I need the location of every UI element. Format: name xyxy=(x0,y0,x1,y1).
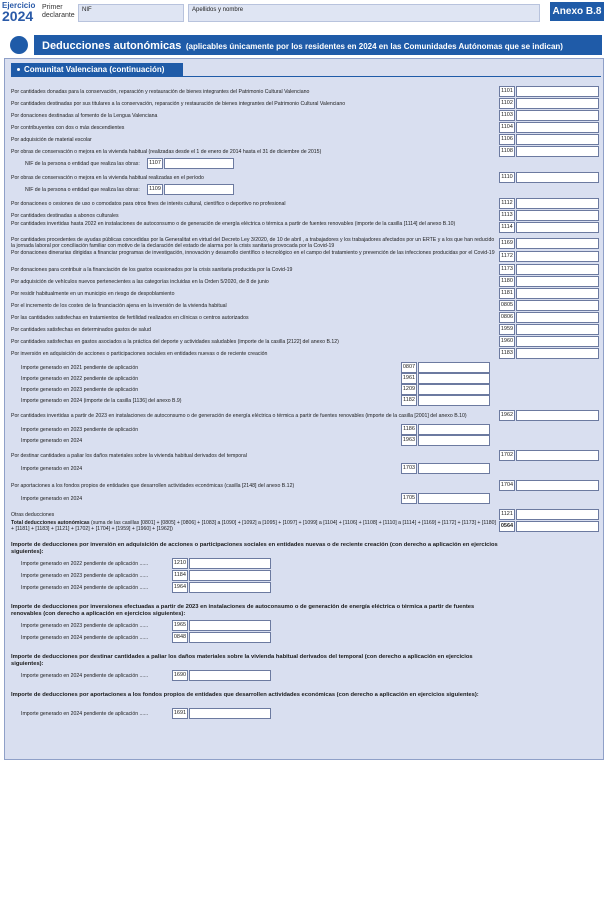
deduccion-input[interactable] xyxy=(516,348,599,359)
deduccion-input[interactable] xyxy=(516,122,599,133)
inversion-sub-row-text: Importe generado en 2022 pendiente de aplicación xyxy=(21,376,139,382)
lower-item-code: 1965 xyxy=(172,620,188,631)
nif-obras-row xyxy=(25,187,155,194)
autoconsumo-sub-row xyxy=(21,427,391,434)
fondos-code: 1704 xyxy=(499,480,515,491)
ejercicio-year: 2024 xyxy=(2,8,34,24)
deduccion-code: 1181 xyxy=(499,288,515,299)
deduccion-row-text: Por obras de conservación o mejora en la vivienda habitual (realizadas desde el 1 de enero de 2014 hasta el 31 de diciembre de 2015) xyxy=(11,149,322,155)
lower-item-input[interactable] xyxy=(189,708,271,719)
bullet-icon xyxy=(17,68,20,71)
nif-field[interactable] xyxy=(78,4,184,22)
deduccion-input[interactable] xyxy=(516,276,599,287)
lower-item-input[interactable] xyxy=(189,570,271,581)
deduccion-code: 0805 xyxy=(499,300,515,311)
page-subtitle: (aplicables únicamente por los residentes en 2024 en las Comunidades Autónomas que se indican) xyxy=(185,42,563,51)
apellidos-field[interactable] xyxy=(188,4,540,22)
deduccion-row-text: Por donaciones para contribuir a la financiación de los gastos ocasionados por la crisis sanitaria producida por la Covid-19 xyxy=(11,267,293,273)
deduccion-row xyxy=(11,213,497,220)
deduccion-row xyxy=(11,137,497,144)
deduccion-row-text: Por cantidades donadas para la conservación, reparación y restauración de bienes integrantes del Patrimonio Cultural Valenciano xyxy=(11,89,310,95)
section-label: Comunitat Valenciana (continuación) xyxy=(24,65,165,74)
deduccion-row xyxy=(11,250,497,262)
inversion-sub-input[interactable] xyxy=(418,384,490,395)
lower-item-row: Importe generado en 2023 pendiente de aplicación ...... xyxy=(21,573,149,579)
autoconsumo-sub-code: 1963 xyxy=(401,435,417,446)
fondos-row-text: Por aportaciones a los fondos propios de entidades que desarrollen actividades económicas (casilla [2148] del anexo B.12) xyxy=(11,483,295,489)
otras-row xyxy=(11,512,497,519)
lower-section-title: Importe de deducciones por aportaciones a los fondos propios de entidades que desarrollen actividades económicas (con derecho a aplicación en ejercicios siguientes): xyxy=(11,692,479,698)
title-bar xyxy=(34,35,602,55)
deduccion-row-text: Por contribuyentes con dos o más descendientes xyxy=(11,125,125,131)
deduccion-row-text: Por cantidades invertidas hasta 2022 en instalaciones de autoconsumo o de generación de energía eléctrica o térmica a partir de fuentes renovables (importe de la casilla [1114] del anexo B.10) xyxy=(11,221,456,227)
nif-obras-input[interactable] xyxy=(164,184,234,195)
deduccion-input[interactable] xyxy=(516,238,599,249)
deduccion-row xyxy=(11,113,497,120)
autoconsumo-sub-code: 1186 xyxy=(401,424,417,435)
deduccion-code: 1113 xyxy=(499,210,515,221)
otras-input[interactable] xyxy=(516,509,599,520)
danos-sub-input[interactable] xyxy=(418,463,490,474)
deduccion-row xyxy=(11,101,497,108)
lower-item-code: 1210 xyxy=(172,558,188,569)
deduccion-input[interactable] xyxy=(516,86,599,97)
nif-obras-row-text: NIF de la persona o entidad que realiza las obras: xyxy=(25,161,140,167)
lower-item-input[interactable] xyxy=(189,582,271,593)
otras-row-text: Otras deducciones xyxy=(11,512,55,518)
deduccion-code: 1101 xyxy=(499,86,515,97)
otras-code: 1121 xyxy=(499,509,515,520)
autoconsumo-sub-row-text: Importe generado en 2024 xyxy=(21,438,83,444)
lower-section-title: Importe de deducciones por destinar cantidades a paliar los daños materiales sobre la vivienda habitual derivados del temporal (con derecho a aplicación en ejercicios siguientes): xyxy=(11,654,473,667)
deduccion-row xyxy=(11,339,497,346)
lower-item-input[interactable] xyxy=(189,620,271,631)
autoconsumo-sub-input[interactable] xyxy=(418,424,490,435)
inversion-sub-code: 1182 xyxy=(401,395,417,406)
deduccion-code: 1959 xyxy=(499,324,515,335)
lower-item-row: Importe generado en 2024 pendiente de aplicación ...... xyxy=(21,585,149,591)
deduccion-row-text: Por donaciones destinadas al fomento de la Lengua Valenciana xyxy=(11,113,158,119)
deduccion-input[interactable] xyxy=(516,324,599,335)
total-label: Total deducciones autonómicas xyxy=(11,520,90,526)
anexo-badge: Anexo B.8 xyxy=(550,2,604,21)
fondos-input[interactable] xyxy=(516,480,599,491)
deduccion-row-text: Por cantidades procedentes de ayudas públicas concedidas por la Generalitat en virtud del Decreto Ley 3/2020, de 10 de abril , a trabajadores y los trabajadores afectados por un ERTE y a los que han reducido la jornada laboral por conciliación familiar con motivo de la declaración del estado de alarma por la crisis sanitaria provocada por la Covid-19 xyxy=(11,237,495,249)
section-divider xyxy=(11,76,601,77)
deduccion-row xyxy=(11,221,497,233)
lower-item-row: Importe generado en 2022 pendiente de aplicación ...... xyxy=(21,561,149,567)
deduccion-row-text: Por cantidades destinadas por sus titulares a la conservación, reparación y restauración de bienes integrantes del Patrimonio Cultural Valenciano xyxy=(11,101,346,107)
inversion-sub-code: 0807 xyxy=(401,362,417,373)
deduccion-code: 0806 xyxy=(499,312,515,323)
deduccion-row xyxy=(11,149,497,156)
fondos-sub-input[interactable] xyxy=(418,493,490,504)
deduccion-code: 1103 xyxy=(499,110,515,121)
deduccion-row xyxy=(11,175,497,182)
deduccion-code: 1183 xyxy=(499,348,515,359)
deduccion-row xyxy=(11,125,497,132)
danos-row xyxy=(11,453,497,460)
ejercicio-label: Ejercicio xyxy=(2,1,36,10)
deduccion-input[interactable] xyxy=(516,172,599,183)
deduccion-input[interactable] xyxy=(516,222,599,233)
deducciones-panel xyxy=(4,58,604,760)
deduccion-row xyxy=(11,237,497,249)
deduccion-code: 1960 xyxy=(499,336,515,347)
deduccion-row-text: Por inversión en adquisición de acciones o participaciones sociales en entidades nuevas o de reciente creación xyxy=(11,351,268,357)
deduccion-row xyxy=(11,201,497,208)
deduccion-input[interactable] xyxy=(516,300,599,311)
deduccion-code: 1169 xyxy=(499,238,515,249)
deduccion-code: 1106 xyxy=(499,134,515,145)
autoconsumo-row xyxy=(11,413,497,420)
fondos-row xyxy=(11,483,497,490)
deduccion-input[interactable] xyxy=(516,288,599,299)
deduccion-input[interactable] xyxy=(516,210,599,221)
deduccion-input[interactable] xyxy=(516,146,599,157)
lower-section-title: Importe de deducciones por inversión en adquisición de acciones o participaciones sociales en entidades nuevas o de reciente creación (con derecho a aplicación en ejercicios siguientes): xyxy=(11,542,498,555)
lower-item-input[interactable] xyxy=(189,558,271,569)
total-code: 0564 xyxy=(499,521,515,532)
deduccion-code: 1114 xyxy=(499,222,515,233)
deduccion-row-text: Por donaciones dinerarias dirigidas a financiar programas de investigación, innovación y desarrollo científico o tecnológico en el campo del tratamiento y prevención de las infecciones producidas por el Covid-19 xyxy=(11,250,495,256)
inversion-sub-row-text: Importe generado en 2023 pendiente de aplicación xyxy=(21,387,139,393)
nif-obras-input[interactable] xyxy=(164,158,234,169)
danos-sub-row-text: Importe generado en 2024 xyxy=(21,466,83,472)
deduccion-row xyxy=(11,327,497,334)
deduccion-input[interactable] xyxy=(516,251,599,262)
inversion-sub-input[interactable] xyxy=(418,395,490,406)
deduccion-row-text: Por adquisición de material escolar xyxy=(11,137,92,143)
deduccion-row xyxy=(11,267,497,274)
deduccion-row-text: Por donaciones o cesiones de uso o comodatos para otros fines de interés cultural, científico o deportivo no profesional xyxy=(11,201,286,207)
apellidos-label: Apellidos y nombre xyxy=(192,7,244,13)
deduccion-input[interactable] xyxy=(516,198,599,209)
lower-item-row: Importe generado en 2024 pendiente de aplicación ...... xyxy=(21,635,149,641)
deduccion-row-text: Por cantidades satisfechas en gastos asociados a la práctica del deporte y actividades saludables (importe de la casilla [2122] del anexo B.12) xyxy=(11,339,339,345)
autoconsumo-code: 1962 xyxy=(499,410,515,421)
danos-sub-row xyxy=(21,466,391,473)
fondos-sub-row xyxy=(21,496,391,503)
deduccion-code: 1112 xyxy=(499,198,515,209)
deduccion-input[interactable] xyxy=(516,312,599,323)
deduccion-code: 1172 xyxy=(499,251,515,262)
nif-obras-code: 1107 xyxy=(147,158,163,169)
fondos-sub-code: 1705 xyxy=(401,493,417,504)
inversion-sub-code: 1961 xyxy=(401,373,417,384)
total-row xyxy=(11,520,497,534)
deduccion-input[interactable] xyxy=(516,98,599,109)
nif-obras-row-text: NIF de la persona o entidad que realiza las obras: xyxy=(25,187,140,193)
autoconsumo-sub-input[interactable] xyxy=(418,435,490,446)
deduccion-row-text: Por residir habitualmente en un municipio en riesgo de despoblamiento xyxy=(11,291,175,297)
deduccion-row xyxy=(11,279,497,286)
danos-row-text: Por destinar cantidades a paliar los daños materiales sobre la vivienda habitual derivados del temporal xyxy=(11,453,247,459)
autoconsumo-sub-row-text: Importe generado en 2023 pendiente de aplicación xyxy=(21,427,139,433)
fondos-sub-row-text: Importe generado en 2024 xyxy=(21,496,83,502)
deduccion-row xyxy=(11,291,497,298)
deduccion-code: 1180 xyxy=(499,276,515,287)
nif-obras-row xyxy=(25,161,155,168)
page-title: Deducciones autonómicas xyxy=(42,40,182,52)
deduccion-row-text: Por adquisición de vehículos nuevos pertenecientes a las categorías incluidas en la Orden 5/2020, de 8 de junio xyxy=(11,279,269,285)
lower-item-row: Importe generado en 2024 pendiente de aplicación ...... xyxy=(21,711,149,717)
nif-label: NIF xyxy=(82,7,92,13)
deduccion-row-text: Por obras de conservación o mejora en la vivienda habitual realizadas en el período xyxy=(11,175,204,181)
autoconsumo-input[interactable] xyxy=(516,410,599,421)
inversion-sub-code: 1209 xyxy=(401,384,417,395)
deduccion-input[interactable] xyxy=(516,110,599,121)
lower-item-code: 1184 xyxy=(172,570,188,581)
inversion-sub-row-text: Importe generado en 2024 (importe de la casilla [1136] del anexo B.9) xyxy=(21,398,182,404)
autoconsumo-sub-row xyxy=(21,438,391,445)
lower-item-code: 1690 xyxy=(172,670,188,681)
inversion-sub-input[interactable] xyxy=(418,373,490,384)
lower-item-input[interactable] xyxy=(189,670,271,681)
inversion-sub-row xyxy=(21,398,391,405)
deduccion-input[interactable] xyxy=(516,336,599,347)
deduccion-row-text: Por las cantidades satisfechas en tratamientos de fertilidad realizados en clínicas o centros autorizados xyxy=(11,315,249,321)
deduccion-code: 1102 xyxy=(499,98,515,109)
total-formula: (suma de las casillas [0801] + [0805] + [0806] + [1083] a [1090] + [1092] a [1095] + [1097] + [1099] a [1104] + [1106] + [1108] + [1110] a [1114] + [1169] + [1172] + [1173] + [1180] + [1181] + [1183] + [1121] + [1702] + [1704] + [1959] + [1960] + [1962]) xyxy=(11,520,496,532)
deduccion-row xyxy=(11,351,497,358)
lower-item-row: Importe generado en 2023 pendiente de aplicación ...... xyxy=(21,623,149,629)
inversion-sub-row-text: Importe generado en 2021 pendiente de aplicación xyxy=(21,365,139,371)
deduccion-code: 1108 xyxy=(499,146,515,157)
total-input[interactable] xyxy=(516,521,599,532)
section-dot-icon xyxy=(10,36,28,54)
inversion-sub-input[interactable] xyxy=(418,362,490,373)
primer-declarante-label: Primer declarante xyxy=(42,4,75,19)
deduccion-row-text: Por el incremento de los costes de la financiación ajena en la inversión de la vivienda habitual xyxy=(11,303,227,309)
deduccion-input[interactable] xyxy=(516,264,599,275)
danos-input[interactable] xyxy=(516,450,599,461)
deduccion-row xyxy=(11,315,497,322)
lower-item-row: Importe generado en 2024 pendiente de aplicación ...... xyxy=(21,673,149,679)
autoconsumo-row-text: Por cantidades invertidas a partir de 2023 en instalaciones de autoconsumo o de generación de energía eléctrica o térmica a partir de fuentes renovables (importe de la casilla [2001] del anexo B.10) xyxy=(11,413,467,419)
lower-item-code: 0848 xyxy=(172,632,188,643)
deduccion-row-text: Por cantidades satisfechas en determinados gastos de salud xyxy=(11,327,151,333)
lower-item-input[interactable] xyxy=(189,632,271,643)
deduccion-code: 1104 xyxy=(499,122,515,133)
form-header xyxy=(0,0,608,24)
inversion-sub-row xyxy=(21,387,391,394)
deduccion-input[interactable] xyxy=(516,134,599,145)
danos-sub-code: 1703 xyxy=(401,463,417,474)
lower-item-code: 1964 xyxy=(172,582,188,593)
nif-obras-code: 1109 xyxy=(147,184,163,195)
lower-item-code: 1691 xyxy=(172,708,188,719)
deduccion-row xyxy=(11,89,497,96)
section-header xyxy=(11,63,183,76)
inversion-sub-row xyxy=(21,365,391,372)
deduccion-code: 1110 xyxy=(499,172,515,183)
deduccion-row xyxy=(11,303,497,310)
deduccion-row-text: Por cantidades destinadas a abonos culturales xyxy=(11,213,119,219)
lower-section-title: Importe de deducciones por inversiones efectuadas a partir de 2023 en instalaciones de autoconsumo o de generación de energía eléctrica o térmica a partir de fuentes renovables (con derecho a aplicación en ejercicios siguientes): xyxy=(11,604,475,617)
inversion-sub-row xyxy=(21,376,391,383)
deduccion-code: 1173 xyxy=(499,264,515,275)
danos-code: 1702 xyxy=(499,450,515,461)
